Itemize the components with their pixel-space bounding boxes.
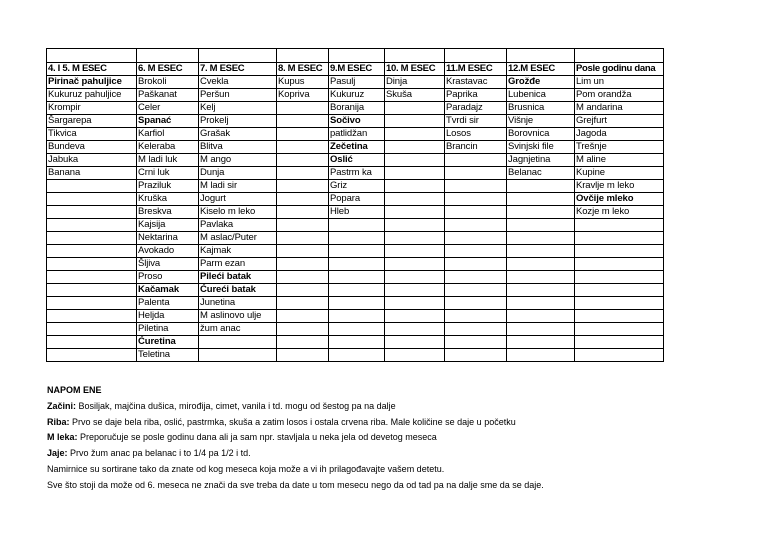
- empty-cell: [329, 310, 385, 323]
- food-cell: M andarina: [575, 102, 664, 115]
- empty-cell: [47, 258, 137, 271]
- column-header: Posle godinu dana: [575, 63, 664, 76]
- empty-cell: [385, 180, 445, 193]
- table-row: [47, 167, 664, 180]
- empty-cell: [47, 297, 137, 310]
- food-cell: M aline: [575, 154, 664, 167]
- empty-cell: [507, 245, 575, 258]
- empty-cell: [507, 349, 575, 362]
- column-header: 11.M ESEC: [445, 63, 507, 76]
- empty-cell: [199, 336, 277, 349]
- food-cell: Prokelj: [199, 115, 277, 128]
- food-cell: Kruška: [137, 193, 199, 206]
- table-row: [47, 323, 664, 336]
- empty-cell: [507, 336, 575, 349]
- food-cell: Kukuruz: [329, 89, 385, 102]
- empty-cell: [277, 258, 329, 271]
- food-cell: Oslić: [329, 154, 385, 167]
- empty-cell: [445, 310, 507, 323]
- table-row: [47, 115, 664, 128]
- empty-cell: [385, 284, 445, 297]
- empty-cell: [385, 349, 445, 362]
- empty-cell: [385, 336, 445, 349]
- empty-cell: [385, 115, 445, 128]
- empty-cell: [507, 323, 575, 336]
- note-line: [47, 415, 747, 431]
- empty-cell: [329, 245, 385, 258]
- note-text: Prvo se daje bela riba, oslić, pastrmka, skuša a zatim losos i ostala crvena riba. Male količine se daje u početku: [69, 416, 516, 427]
- empty-cell: [575, 323, 664, 336]
- empty-cell: [385, 271, 445, 284]
- note-line: [47, 446, 747, 462]
- food-cell: Grožđe: [507, 76, 575, 89]
- note-label: Jaje:: [47, 448, 68, 459]
- food-cell: Jagoda: [575, 128, 664, 141]
- food-cell: patlidžan: [329, 128, 385, 141]
- food-cell: Blitva: [199, 141, 277, 154]
- food-cell: Karfiol: [137, 128, 199, 141]
- empty-cell: [47, 284, 137, 297]
- food-cell: Popara: [329, 193, 385, 206]
- empty-cell: [329, 271, 385, 284]
- empty-cell: [277, 115, 329, 128]
- table-header-row: [47, 63, 664, 76]
- table-row: [47, 297, 664, 310]
- empty-cell: [575, 49, 664, 63]
- food-cell: Grašak: [199, 128, 277, 141]
- table-row: [47, 128, 664, 141]
- empty-cell: [445, 154, 507, 167]
- empty-cell: [507, 284, 575, 297]
- empty-cell: [385, 297, 445, 310]
- table-row: [47, 258, 664, 271]
- empty-cell: [575, 336, 664, 349]
- food-cell: Kravlje m leko: [575, 180, 664, 193]
- note-text: Preporučuje se posle godinu dana ali ja sam npr. stavljala u neka jela od devetog meseca: [77, 432, 437, 443]
- empty-cell: [385, 219, 445, 232]
- note-line: [47, 430, 747, 446]
- empty-cell: [445, 232, 507, 245]
- food-cell: Kelj: [199, 102, 277, 115]
- empty-cell: [47, 193, 137, 206]
- empty-cell: [277, 154, 329, 167]
- empty-cell: [329, 297, 385, 310]
- empty-cell: [47, 336, 137, 349]
- empty-cell: [277, 49, 329, 63]
- empty-cell: [507, 219, 575, 232]
- food-cell: Keleraba: [137, 141, 199, 154]
- food-cell: Svinjski file: [507, 141, 575, 154]
- empty-cell: [575, 284, 664, 297]
- table-row: [47, 89, 664, 102]
- empty-cell: [575, 258, 664, 271]
- food-cell: Kačamak: [137, 284, 199, 297]
- empty-cell: [277, 297, 329, 310]
- food-cell: Praziluk: [137, 180, 199, 193]
- empty-cell: [277, 271, 329, 284]
- empty-cell: [445, 49, 507, 63]
- empty-cell: [47, 310, 137, 323]
- food-cell: Paškanat: [137, 89, 199, 102]
- food-cell: Tvrdi sir: [445, 115, 507, 128]
- empty-cell: [47, 323, 137, 336]
- empty-cell: [277, 336, 329, 349]
- food-cell: Pom orandža: [575, 89, 664, 102]
- empty-cell: [385, 232, 445, 245]
- column-header: 12.M ESEC: [507, 63, 575, 76]
- food-introduction-table: [46, 48, 664, 362]
- table-row: [47, 284, 664, 297]
- empty-cell: [445, 206, 507, 219]
- empty-cell: [575, 271, 664, 284]
- empty-cell: [277, 323, 329, 336]
- food-cell: Cvekla: [199, 76, 277, 89]
- empty-cell: [445, 193, 507, 206]
- empty-cell: [385, 141, 445, 154]
- table-row: [47, 141, 664, 154]
- empty-cell: [445, 271, 507, 284]
- food-cell: Grejfurt: [575, 115, 664, 128]
- empty-cell: [277, 284, 329, 297]
- table-row: [47, 232, 664, 245]
- empty-cell: [277, 245, 329, 258]
- food-cell: Nektarina: [137, 232, 199, 245]
- food-cell: Kukuruz pahuljice: [47, 89, 137, 102]
- empty-cell: [277, 167, 329, 180]
- food-cell: Boranija: [329, 102, 385, 115]
- food-cell: Pasulj: [329, 76, 385, 89]
- food-cell: Lubenica: [507, 89, 575, 102]
- empty-cell: [445, 323, 507, 336]
- empty-cell: [137, 49, 199, 63]
- food-cell: Kiselo m leko: [199, 206, 277, 219]
- table-row: [47, 193, 664, 206]
- table-spacer-row: [47, 49, 664, 63]
- food-cell: Brusnica: [507, 102, 575, 115]
- empty-cell: [507, 297, 575, 310]
- empty-cell: [47, 206, 137, 219]
- empty-cell: [199, 49, 277, 63]
- table-row: [47, 206, 664, 219]
- column-header: 4. I 5. M ESEC: [47, 63, 137, 76]
- food-cell: Pastrm ka: [329, 167, 385, 180]
- table-row: [47, 154, 664, 167]
- food-cell: Višnje: [507, 115, 575, 128]
- empty-cell: [385, 258, 445, 271]
- empty-cell: [385, 245, 445, 258]
- food-cell: Jogurt: [199, 193, 277, 206]
- note-line: [47, 478, 747, 494]
- food-cell: Griz: [329, 180, 385, 193]
- empty-cell: [47, 180, 137, 193]
- empty-cell: [329, 336, 385, 349]
- food-cell: Dinja: [385, 76, 445, 89]
- empty-cell: [277, 349, 329, 362]
- food-cell: Hleb: [329, 206, 385, 219]
- food-cell: Ćuretina: [137, 336, 199, 349]
- food-cell: Belanac: [507, 167, 575, 180]
- food-cell: Celer: [137, 102, 199, 115]
- column-header: 9.M ESEC: [329, 63, 385, 76]
- food-cell: Kopriva: [277, 89, 329, 102]
- empty-cell: [329, 219, 385, 232]
- food-cell: Ovčije mleko: [575, 193, 664, 206]
- empty-cell: [575, 219, 664, 232]
- note-line: [47, 462, 747, 478]
- empty-cell: [575, 232, 664, 245]
- food-cell: Skuša: [385, 89, 445, 102]
- empty-cell: [277, 128, 329, 141]
- food-cell: Tikvica: [47, 128, 137, 141]
- empty-cell: [47, 271, 137, 284]
- food-cell: Palenta: [137, 297, 199, 310]
- food-cell: Kajmak: [199, 245, 277, 258]
- food-cell: Pileći batak: [199, 271, 277, 284]
- empty-cell: [445, 245, 507, 258]
- notes-section: [47, 383, 747, 494]
- food-cell: Kupus: [277, 76, 329, 89]
- empty-cell: [507, 193, 575, 206]
- food-cell: M ango: [199, 154, 277, 167]
- food-cell: Pirinač pahuljice: [47, 76, 137, 89]
- food-cell: Bundeva: [47, 141, 137, 154]
- note-label: Začini:: [47, 400, 77, 411]
- food-cell: Avokado: [137, 245, 199, 258]
- empty-cell: [507, 49, 575, 63]
- empty-cell: [277, 232, 329, 245]
- food-cell: M aslac/Puter: [199, 232, 277, 245]
- empty-cell: [385, 323, 445, 336]
- food-cell: Krompir: [47, 102, 137, 115]
- empty-cell: [445, 297, 507, 310]
- notes-title: NAPOM ENE: [47, 385, 102, 395]
- food-cell: Brokoli: [137, 76, 199, 89]
- column-header: 8. M ESEC: [277, 63, 329, 76]
- table-row: [47, 219, 664, 232]
- empty-cell: [47, 232, 137, 245]
- table-row: [47, 76, 664, 89]
- empty-cell: [277, 180, 329, 193]
- food-cell: Spanać: [137, 115, 199, 128]
- empty-cell: [507, 232, 575, 245]
- empty-cell: [329, 323, 385, 336]
- empty-cell: [47, 349, 137, 362]
- empty-cell: [575, 297, 664, 310]
- food-cell: Proso: [137, 271, 199, 284]
- empty-cell: [385, 49, 445, 63]
- empty-cell: [277, 310, 329, 323]
- note-label: M leka:: [47, 432, 78, 443]
- food-cell: Kupine: [575, 167, 664, 180]
- food-cell: Paradajz: [445, 102, 507, 115]
- food-cell: Jabuka: [47, 154, 137, 167]
- food-cell: Breskva: [137, 206, 199, 219]
- table-row: [47, 310, 664, 323]
- empty-cell: [277, 141, 329, 154]
- empty-cell: [199, 349, 277, 362]
- food-cell: Zečetina: [329, 141, 385, 154]
- empty-cell: [329, 49, 385, 63]
- empty-cell: [575, 349, 664, 362]
- note-text: Sve što stoji da može od 6. meseca ne znači da sve treba da date u tom mesecu nego da od tad pa na dalje sme da se daje.: [47, 479, 544, 490]
- food-cell: Paprika: [445, 89, 507, 102]
- empty-cell: [329, 232, 385, 245]
- empty-cell: [445, 284, 507, 297]
- food-cell: Losos: [445, 128, 507, 141]
- empty-cell: [329, 258, 385, 271]
- column-header: 6. M ESEC: [137, 63, 199, 76]
- empty-cell: [445, 258, 507, 271]
- column-header: 10. M ESEC: [385, 63, 445, 76]
- food-cell: Parm ezan: [199, 258, 277, 271]
- note-line: [47, 399, 747, 415]
- food-cell: Šargarepa: [47, 115, 137, 128]
- empty-cell: [507, 258, 575, 271]
- table-row: [47, 180, 664, 193]
- food-cell: žum anac: [199, 323, 277, 336]
- empty-cell: [385, 128, 445, 141]
- food-cell: Jagnjetina: [507, 154, 575, 167]
- food-cell: Peršun: [199, 89, 277, 102]
- food-cell: Dunja: [199, 167, 277, 180]
- note-text: Bosiljak, majčina dušica, mirođija, cimet, vanila i td. mogu od šestog pa na dalje: [76, 400, 396, 411]
- food-cell: Kajsija: [137, 219, 199, 232]
- empty-cell: [507, 310, 575, 323]
- food-cell: Sočivo: [329, 115, 385, 128]
- empty-cell: [385, 193, 445, 206]
- food-cell: M ladi luk: [137, 154, 199, 167]
- empty-cell: [277, 219, 329, 232]
- food-cell: Crni luk: [137, 167, 199, 180]
- note-label: Riba:: [47, 416, 70, 427]
- food-cell: Pavlaka: [199, 219, 277, 232]
- food-cell: Junetina: [199, 297, 277, 310]
- empty-cell: [385, 310, 445, 323]
- empty-cell: [385, 102, 445, 115]
- food-cell: M aslinovo ulje: [199, 310, 277, 323]
- food-cell: M ladi sir: [199, 180, 277, 193]
- food-cell: Trešnje: [575, 141, 664, 154]
- empty-cell: [445, 336, 507, 349]
- empty-cell: [385, 206, 445, 219]
- food-cell: Kozje m leko: [575, 206, 664, 219]
- food-cell: Teletina: [137, 349, 199, 362]
- empty-cell: [385, 154, 445, 167]
- empty-cell: [445, 180, 507, 193]
- empty-cell: [329, 349, 385, 362]
- table-row: [47, 271, 664, 284]
- food-cell: Heljda: [137, 310, 199, 323]
- empty-cell: [277, 193, 329, 206]
- food-cell: Banana: [47, 167, 137, 180]
- column-header: 7. M ESEC: [199, 63, 277, 76]
- table-row: [47, 349, 664, 362]
- empty-cell: [507, 206, 575, 219]
- empty-cell: [277, 102, 329, 115]
- empty-cell: [507, 271, 575, 284]
- food-cell: Brancin: [445, 141, 507, 154]
- empty-cell: [47, 245, 137, 258]
- empty-cell: [507, 180, 575, 193]
- empty-cell: [445, 167, 507, 180]
- table-row: [47, 245, 664, 258]
- empty-cell: [445, 219, 507, 232]
- empty-cell: [385, 167, 445, 180]
- note-text: Prvo žum anac pa belanac i to 1/4 pa 1/2 i td.: [67, 448, 251, 459]
- food-cell: Krastavac: [445, 76, 507, 89]
- table-row: [47, 336, 664, 349]
- empty-cell: [329, 284, 385, 297]
- note-text: Namirnice su sortirane tako da znate od kog meseca koja može a vi ih prilagođavajte vašem detetu.: [47, 463, 445, 474]
- food-cell: Piletina: [137, 323, 199, 336]
- food-cell: Lim un: [575, 76, 664, 89]
- food-cell: Šljiva: [137, 258, 199, 271]
- empty-cell: [575, 245, 664, 258]
- empty-cell: [277, 206, 329, 219]
- food-cell: Borovnica: [507, 128, 575, 141]
- empty-cell: [47, 219, 137, 232]
- empty-cell: [575, 310, 664, 323]
- food-cell: Ćureći batak: [199, 284, 277, 297]
- empty-cell: [445, 349, 507, 362]
- table-row: [47, 102, 664, 115]
- empty-cell: [47, 49, 137, 63]
